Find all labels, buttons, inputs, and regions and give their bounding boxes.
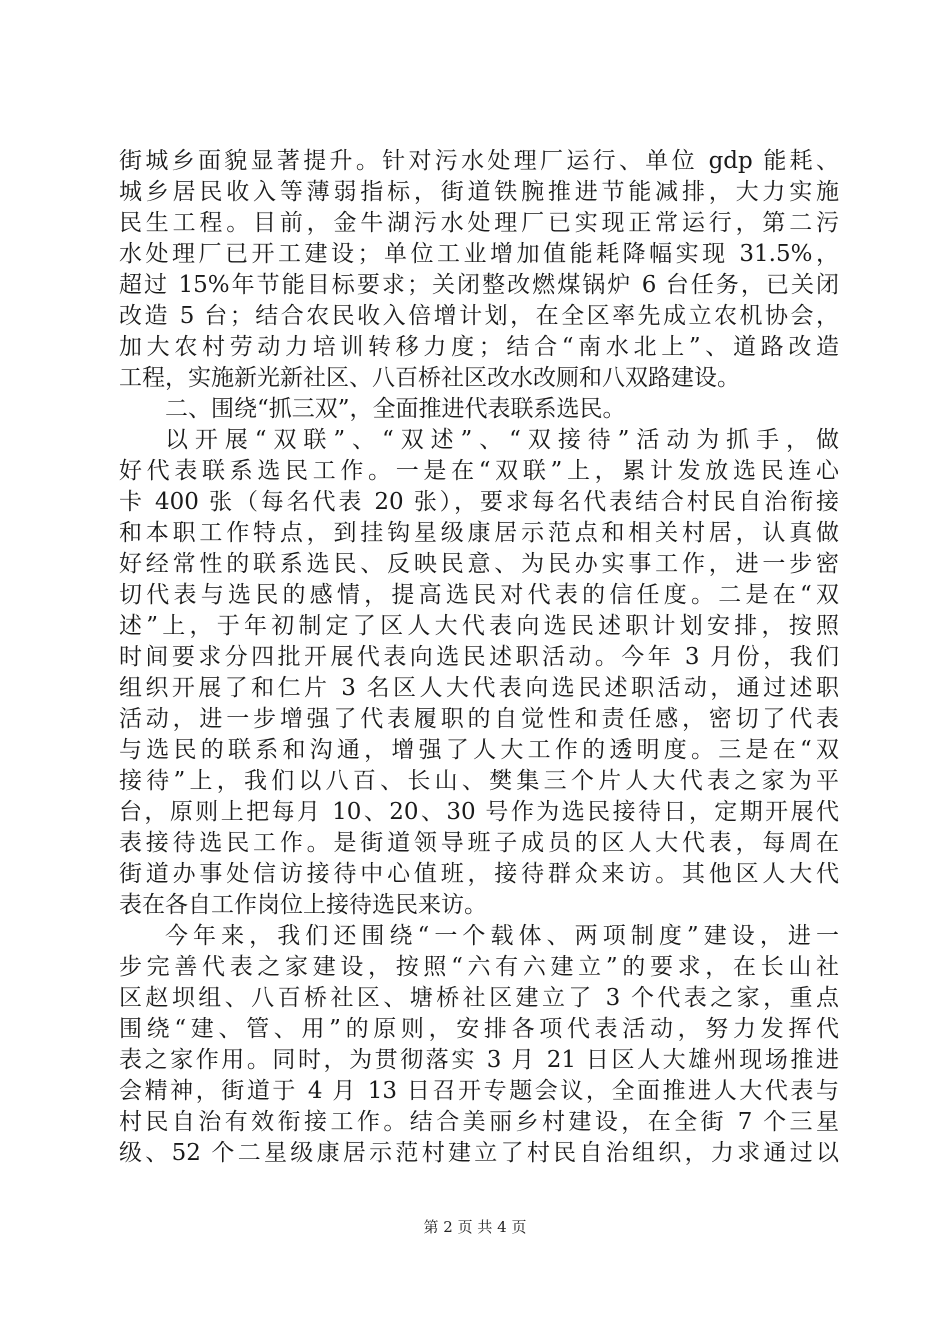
text-line: 和本职工作特点，到挂钩星级康居示范点和相关村居，认真做	[119, 520, 839, 546]
text-line: 街道办事处信访接待中心值班，接待群众来访。其他区人大代	[119, 861, 839, 887]
text-line: 城乡居民收入等薄弱指标，街道铁腕推进节能减排，大力实施	[119, 179, 839, 205]
text-line: 接待”上，我们以八百、长山、樊集三个片人大代表之家为平	[119, 768, 839, 794]
text-line: 民生工程。目前，金牛湖污水处理厂已实现正常运行，第二污	[119, 210, 839, 236]
text-line: 述”上，于年初制定了区人大代表向选民述职计划安排，按照	[119, 613, 839, 639]
text-line: 表之家作用。同时，为贯彻落实 3 月 21 日区人大雄州现场推进	[119, 1047, 839, 1073]
document-body	[119, 146, 839, 1169]
text-line: 以开展“双联”、“双述”、“双接待”活动为抓手，做	[165, 427, 839, 453]
text-line: 会精神，街道于 4 月 13 日召开专题会议，全面推进人大代表与	[119, 1078, 839, 1104]
text-line: 级、52 个二星级康居示范村建立了村民自治组织，力求通过以	[119, 1140, 839, 1166]
text-line: 围绕“建、管、用”的原则，安排各项代表活动，努力发挥代	[119, 1016, 839, 1042]
text-line: 时间要求分四批开展代表向选民述职活动。今年 3 月份，我们	[119, 644, 839, 670]
text-line: 步完善代表之家建设，按照“六有六建立”的要求，在长山社	[119, 954, 839, 980]
text-line: 加大农村劳动力培训转移力度；结合“南水北上”、道路改造	[119, 334, 839, 360]
text-line: 今年来，我们还围绕“一个载体、两项制度”建设，进一	[165, 923, 839, 949]
text-line: 区赵坝组、八百桥社区、塘桥社区建立了 3 个代表之家，重点	[119, 985, 839, 1011]
text-line: 好代表联系选民工作。一是在“双联”上，累计发放选民连心	[119, 458, 839, 484]
text-line: 二、围绕“抓三双”，全面推进代表联系选民。	[165, 396, 626, 422]
text-line: 改造 5 台；结合农民收入倍增计划，在全区率先成立农机协会，	[119, 303, 839, 329]
text-line: 与选民的联系和沟通，增强了人大工作的透明度。三是在“双	[119, 737, 839, 763]
text-line: 水处理厂已开工建设；单位工业增加值能耗降幅实现 31.5%，	[119, 241, 839, 267]
text-line: 超过 15%年节能目标要求；关闭整改燃煤锅炉 6 台任务，已关闭	[119, 272, 839, 298]
text-line: 组织开展了和仁片 3 名区人大代表向选民述职活动，通过述职	[119, 675, 839, 701]
text-line: 卡 400 张（每名代表 20 张），要求每名代表结合村民自治衔接	[119, 489, 839, 515]
text-line: 街城乡面貌显著提升。针对污水处理厂运行、单位 gdp 能耗、	[119, 148, 839, 174]
text-line: 村民自治有效衔接工作。结合美丽乡村建设，在全街 7 个三星	[119, 1109, 839, 1135]
text-line: 活动，进一步增强了代表履职的自觉性和责任感，密切了代表	[119, 706, 839, 732]
text-line: 表在各自工作岗位上接待选民来访。	[119, 892, 487, 918]
text-line: 表接待选民工作。是街道领导班子成员的区人大代表，每周在	[119, 830, 839, 856]
text-line: 工程，实施新光新社区、八百桥社区改水改厕和八双路建设。	[119, 365, 740, 391]
page-footer: 第 2 页 共 4 页	[423, 1218, 527, 1236]
text-line: 好经常性的联系选民、反映民意、为民办实事工作，进一步密	[119, 551, 839, 577]
text-line: 切代表与选民的感情，提高选民对代表的信任度。二是在“双	[119, 582, 839, 608]
text-line: 台，原则上把每月 10、20、30 号作为选民接待日，定期开展代	[119, 799, 839, 825]
